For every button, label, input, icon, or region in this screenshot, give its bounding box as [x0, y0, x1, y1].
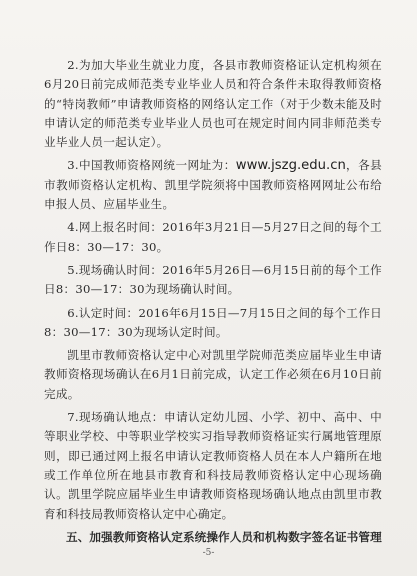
website-url: www.jszg.edu.cn: [235, 158, 346, 174]
paragraph-kaili: [44, 346, 382, 404]
paragraph-item-6: [44, 304, 382, 343]
paragraph-item-5: [44, 261, 382, 300]
paragraph-item-7-text: 7.现场确认地点：申请认定幼儿园、小学、初中、高中、中等职业学校、中等职业学校实习指导教师资格证实行属地管理原则，即已通过网上报名申请认定教师资格人员在本人户籍所在地或工作单位所在地县市教育和科技局教师资格认定中心现场确认。凯里学院应届毕业生申请教师资格现场确认地点由凯里市教育和科技局教师资格认定中心确定。: [44, 410, 382, 521]
paragraph-kaili-text: 凯里市教师资格认定中心对凯里学院师范类应届毕业生申请教师资格现场确认在6月1日前完成，认定工作必须在6月10日前完成。: [44, 348, 382, 401]
paragraph-item-3: [44, 156, 382, 214]
paragraph-item-2-text: 2.为加大毕业生就业力度，各县市教师资格证认定机构须在6月20日前完成师范类专业毕业人员和符合条件未取得教师资格的“特岗教师”申请教师资格的网络认定工作（对于少数未能及时申请认定的师范类专业毕业人员也可在规定时间内同非师范类专业毕业人员一起认定）。: [44, 58, 382, 150]
paragraph-item-4: [44, 218, 382, 257]
document-body: [44, 56, 382, 547]
section-heading-5: 五、加强教师资格认定系统操作人员和机构数字签名证书管理: [66, 529, 382, 544]
paragraph-item-7: [44, 408, 382, 524]
paragraph-item-3-after: ，各县市教师资格认定机构、凯里学院须将中国教师资格网网址公布给申报人员、应届毕业生。: [44, 158, 382, 212]
page-number: -5-: [202, 548, 215, 558]
paragraph-item-2: [44, 56, 382, 152]
paragraph-item-3-before: 3.中国教师资格网统一网址为：: [67, 158, 236, 173]
paragraph-item-6-text: 6.认定时间：2016年6月15日—7月15日之间的每个工作日8：30—17：30为现场认定时间。: [44, 305, 382, 339]
paragraph-item-5-text: 5.现场确认时间：2016年5月26日—6月15日前的每个工作日8：30—17：30为现场确认时间。: [44, 262, 382, 297]
paragraph-item-4-text: 4.网上报名时间：2016年3月21日—5月27日之间的每个工作日8：30—17：30。: [44, 220, 382, 254]
